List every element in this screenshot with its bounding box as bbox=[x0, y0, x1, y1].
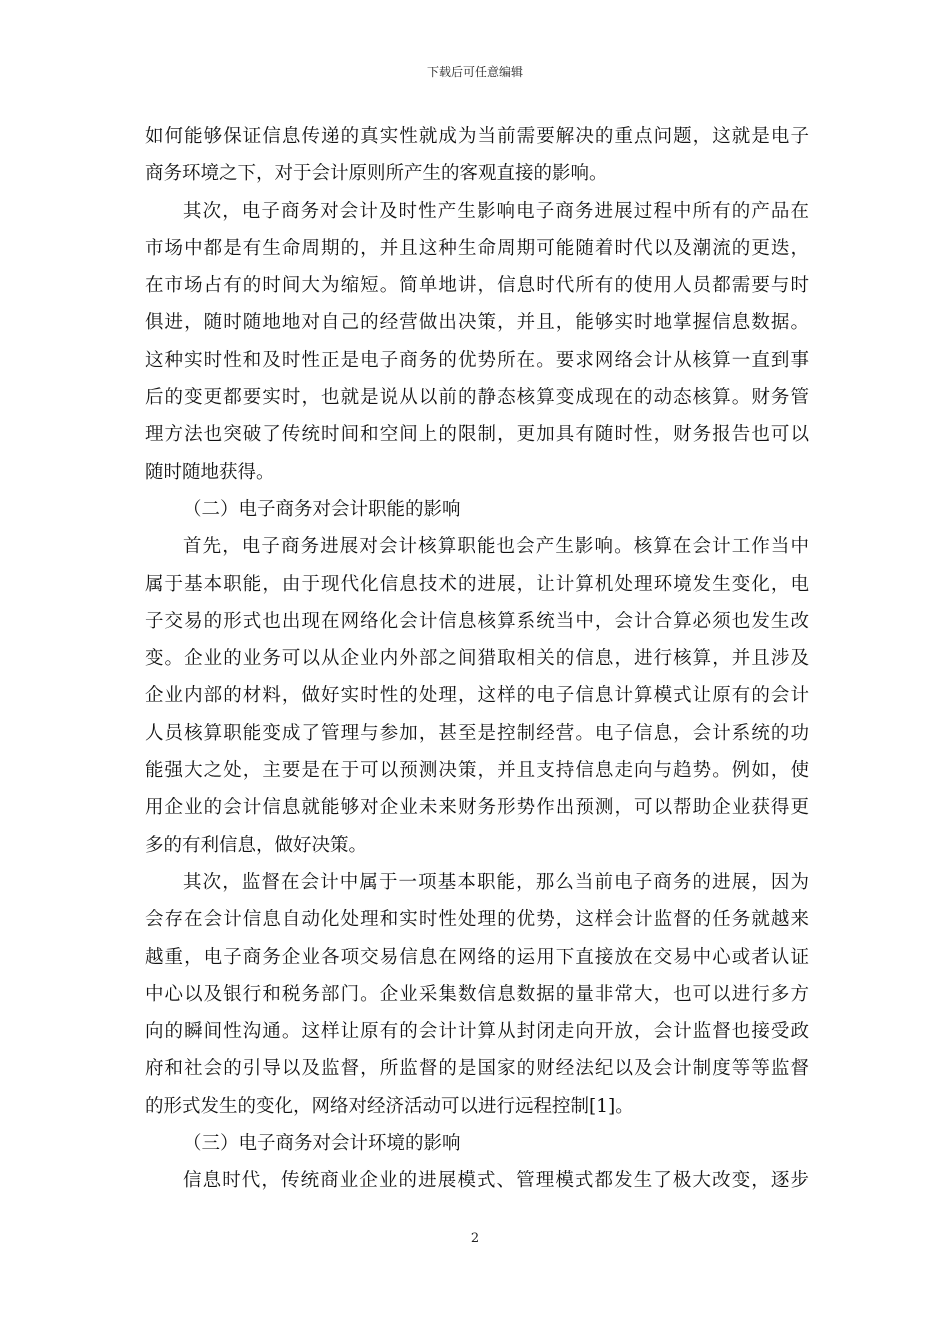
text-line: 市场中都是有生命周期的，并且这种生命周期可能随着时代以及潮流的更迭， bbox=[145, 237, 809, 259]
text-line: 信息时代，传统商业企业的进展模式、管理模式都发生了极大改变，逐步 bbox=[183, 1170, 809, 1192]
text-line: 如何能够保证信息传递的真实性就成为当前需要解决的重点问题，这就是电子 bbox=[145, 126, 809, 147]
section-heading: （二）电子商务对会计职能的影响 bbox=[183, 498, 461, 520]
text-line: 多的有利信息，做好决策。 bbox=[145, 834, 368, 856]
text-line: 这种实时性和及时性正是电子商务的优势所在。要求网络会计从核算一直到事 bbox=[145, 349, 809, 371]
text-line: 子交易的形式也出现在网络化会计信息核算系统当中，会计合算必须也发生改 bbox=[145, 610, 809, 632]
page-number: 2 bbox=[470, 1231, 480, 1246]
text-line: 其次，监督在会计中属于一项基本职能，那么当前电子商务的进展，因为 bbox=[183, 871, 809, 893]
text-line: 俱进，随时随地地对自己的经营做出决策，并且，能够实时地掌握信息数据。 bbox=[145, 312, 809, 334]
text-line: 府和社会的引导以及监督，所监督的是国家的财经法纪以及会计制度等等监督 bbox=[145, 1058, 809, 1080]
text-line: 商务环境之下，对于会计原则所产生的客观直接的影响。 bbox=[145, 163, 608, 185]
document-body bbox=[145, 118, 809, 1200]
text-line: 人员核算职能变成了管理与参加，甚至是控制经营。电子信息，会计系统的功 bbox=[145, 722, 809, 744]
text-line: 向的瞬间性沟通。这样让原有的会计计算从封闭走向开放，会计监督也接受政 bbox=[145, 1021, 809, 1043]
page-header: 下载后可任意编辑 bbox=[426, 65, 523, 79]
section-heading: （三）电子商务对会计环境的影响 bbox=[183, 1133, 461, 1155]
text-line: 用企业的会计信息就能够对企业未来财务形势作出预测，可以帮助企业获得更 bbox=[145, 797, 809, 819]
paragraph bbox=[145, 193, 809, 491]
text-line: 其次，电子商务对会计及时性产生影响电子商务进展过程中所有的产品在 bbox=[183, 200, 809, 222]
text-line: 变。企业的业务可以从企业内外部之间猎取相关的信息，进行核算，并且涉及 bbox=[145, 648, 809, 670]
paragraph bbox=[145, 864, 809, 1125]
text-line: 会存在会计信息自动化处理和实时性处理的优势，这样会计监督的任务就越来 bbox=[145, 909, 809, 931]
paragraph bbox=[145, 528, 809, 864]
text-line: 随时随地获得。 bbox=[145, 461, 275, 483]
text-line: 中心以及银行和税务部门。企业采集数信息数据的量非常大，也可以进行多方 bbox=[145, 983, 809, 1005]
paragraph bbox=[145, 118, 809, 193]
text-line: 属于基本职能，由于现代化信息技术的进展，让计算机处理环境发生变化，电 bbox=[145, 573, 809, 595]
text-line: 的形式发生的变化，网络对经济活动可以进行远程控制[1]。 bbox=[145, 1095, 634, 1117]
text-line: 企业内部的材料，做好实时性的处理，这样的电子信息计算模式让原有的会计 bbox=[145, 685, 809, 707]
text-line: 在市场占有的时间大为缩短。简单地讲，信息时代所有的使用人员都需要与时 bbox=[145, 275, 809, 297]
paragraph bbox=[145, 1162, 809, 1199]
text-line: 能强大之处，主要是在于可以预测决策，并且支持信息走向与趋势。例如，使 bbox=[145, 760, 809, 782]
text-line: 首先，电子商务进展对会计核算职能也会产生影响。核算在会计工作当中 bbox=[183, 536, 809, 558]
text-line: 理方法也突破了传统时间和空间上的限制，更加具有随时性，财务报告也可以 bbox=[145, 424, 809, 446]
text-line: 越重，电子商务企业各项交易信息在网络的运用下直接放在交易中心或者认证 bbox=[145, 946, 809, 968]
text-line: 后的变更都要实时，也就是说从以前的静态核算变成现在的动态核算。财务管 bbox=[145, 387, 809, 409]
